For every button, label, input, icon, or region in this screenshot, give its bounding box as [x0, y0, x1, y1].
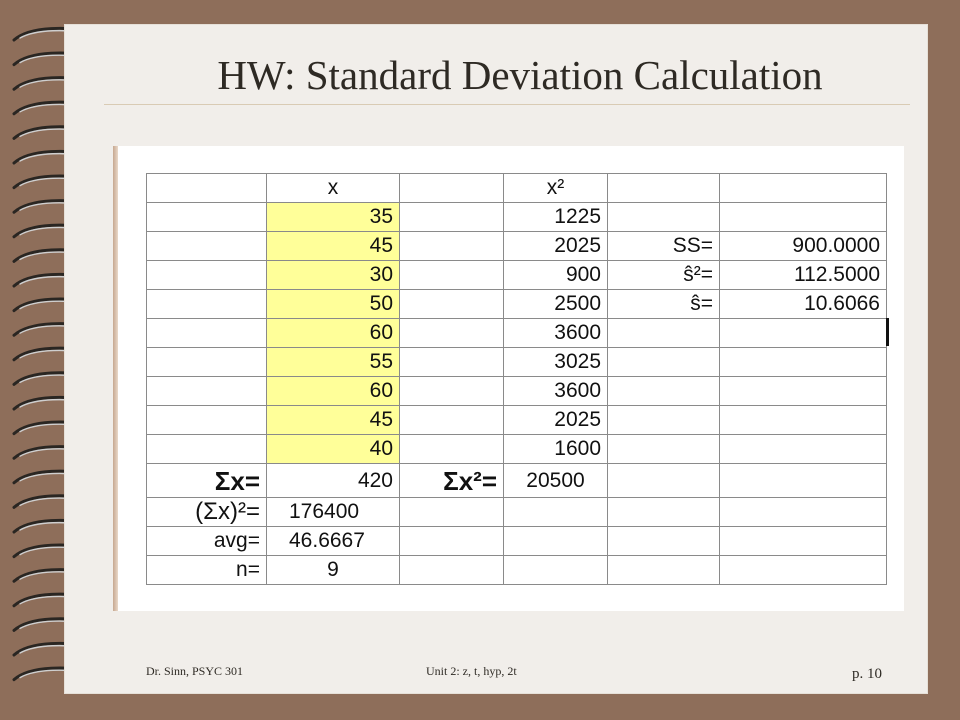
x-squared-cell: 2025	[504, 232, 608, 261]
stat-label-cell	[608, 203, 720, 232]
x-value-cell: 35	[267, 203, 400, 232]
ss-value-cell: 900.0000	[720, 232, 887, 261]
empty-cell	[400, 556, 504, 585]
header-cell	[147, 174, 267, 203]
empty-cell	[400, 406, 504, 435]
table-row	[147, 435, 887, 464]
panel-edge	[113, 146, 118, 611]
empty-cell	[147, 290, 267, 319]
empty-cell	[608, 527, 720, 556]
empty-cell	[147, 319, 267, 348]
x-value-cell: 30	[267, 261, 400, 290]
empty-cell	[608, 406, 720, 435]
empty-cell	[720, 406, 887, 435]
table-row	[147, 527, 887, 556]
avg-label: avg=	[147, 527, 267, 556]
empty-cell	[147, 232, 267, 261]
empty-cell	[147, 348, 267, 377]
slide-title: HW: Standard Deviation Calculation	[217, 52, 823, 98]
x-squared-cell: 900	[504, 261, 608, 290]
x-squared-cell: 2500	[504, 290, 608, 319]
ss-label-cell: SS=	[608, 232, 720, 261]
table-row	[147, 232, 887, 261]
header-cell	[720, 174, 887, 203]
x-squared-cell: 3600	[504, 319, 608, 348]
header-cell	[400, 174, 504, 203]
x-squared-cell: 3600	[504, 377, 608, 406]
footer-unit: Unit 2: z, t, hyp, 2t	[426, 664, 517, 678]
empty-cell	[147, 377, 267, 406]
empty-cell	[400, 348, 504, 377]
empty-cell	[608, 498, 720, 527]
empty-cell	[400, 261, 504, 290]
table-row	[147, 319, 887, 348]
empty-cell	[720, 348, 887, 377]
empty-cell	[720, 435, 887, 464]
empty-cell	[504, 527, 608, 556]
table-row	[147, 556, 887, 585]
empty-cell	[147, 203, 267, 232]
empty-cell	[400, 203, 504, 232]
sum-x-value: 420	[267, 464, 400, 498]
x-value-cell: 45	[267, 232, 400, 261]
empty-cell	[608, 348, 720, 377]
sum-x-label: Σx=	[147, 464, 267, 498]
header-x-squared: x²	[504, 174, 608, 203]
standard-deviation-table	[146, 173, 887, 585]
empty-cell	[400, 319, 504, 348]
variance-label-cell: ŝ²=	[608, 261, 720, 290]
sum-x-squared-label: Σx²=	[400, 464, 504, 498]
n-value: 9	[267, 556, 400, 585]
empty-cell	[400, 232, 504, 261]
empty-cell	[147, 406, 267, 435]
x-value-cell: 55	[267, 348, 400, 377]
footer-author: Dr. Sinn, PSYC 301	[146, 664, 244, 678]
header-x: x	[267, 174, 400, 203]
empty-cell	[608, 435, 720, 464]
title-divider	[104, 104, 910, 105]
empty-cell	[400, 290, 504, 319]
table-row	[147, 377, 887, 406]
table-header-row	[147, 174, 887, 203]
table-row	[147, 290, 887, 319]
x-value-cell: 40	[267, 435, 400, 464]
footer-page-number: p. 10	[852, 666, 882, 682]
x-value-cell: 60	[267, 377, 400, 406]
cursor-bar	[886, 318, 889, 346]
sd-label-cell: ŝ=	[608, 290, 720, 319]
empty-cell	[504, 498, 608, 527]
x-squared-cell: 2025	[504, 406, 608, 435]
sum-row	[147, 464, 887, 498]
stat-value-cell	[720, 203, 887, 232]
x-value-cell: 45	[267, 406, 400, 435]
sum-x-squared-total-value: 176400	[267, 498, 400, 527]
empty-cell	[147, 261, 267, 290]
empty-cell	[147, 435, 267, 464]
table-row	[147, 261, 887, 290]
empty-cell	[400, 377, 504, 406]
empty-cell	[400, 435, 504, 464]
sd-value-cell: 10.6066	[720, 290, 887, 319]
sum-x-squared-value: 20500	[504, 464, 608, 498]
empty-cell	[608, 377, 720, 406]
x-value-cell: 60	[267, 319, 400, 348]
x-squared-cell: 1225	[504, 203, 608, 232]
table-row	[147, 406, 887, 435]
empty-cell	[504, 556, 608, 585]
table-row	[147, 203, 887, 232]
empty-cell	[608, 464, 720, 498]
empty-cell	[720, 377, 887, 406]
table-row	[147, 498, 887, 527]
avg-value: 46.6667	[267, 527, 400, 556]
variance-value-cell: 112.5000	[720, 261, 887, 290]
x-value-cell: 50	[267, 290, 400, 319]
empty-cell	[720, 319, 887, 348]
x-squared-cell: 3025	[504, 348, 608, 377]
empty-cell	[720, 498, 887, 527]
empty-cell	[720, 556, 887, 585]
empty-cell	[720, 527, 887, 556]
sum-x-squared-total-label: (Σx)²=	[147, 498, 267, 527]
n-label: n=	[147, 556, 267, 585]
empty-cell	[608, 556, 720, 585]
empty-cell	[608, 319, 720, 348]
empty-cell	[400, 498, 504, 527]
header-cell	[608, 174, 720, 203]
x-squared-cell: 1600	[504, 435, 608, 464]
empty-cell	[400, 527, 504, 556]
empty-cell	[720, 464, 887, 498]
table-row	[147, 348, 887, 377]
